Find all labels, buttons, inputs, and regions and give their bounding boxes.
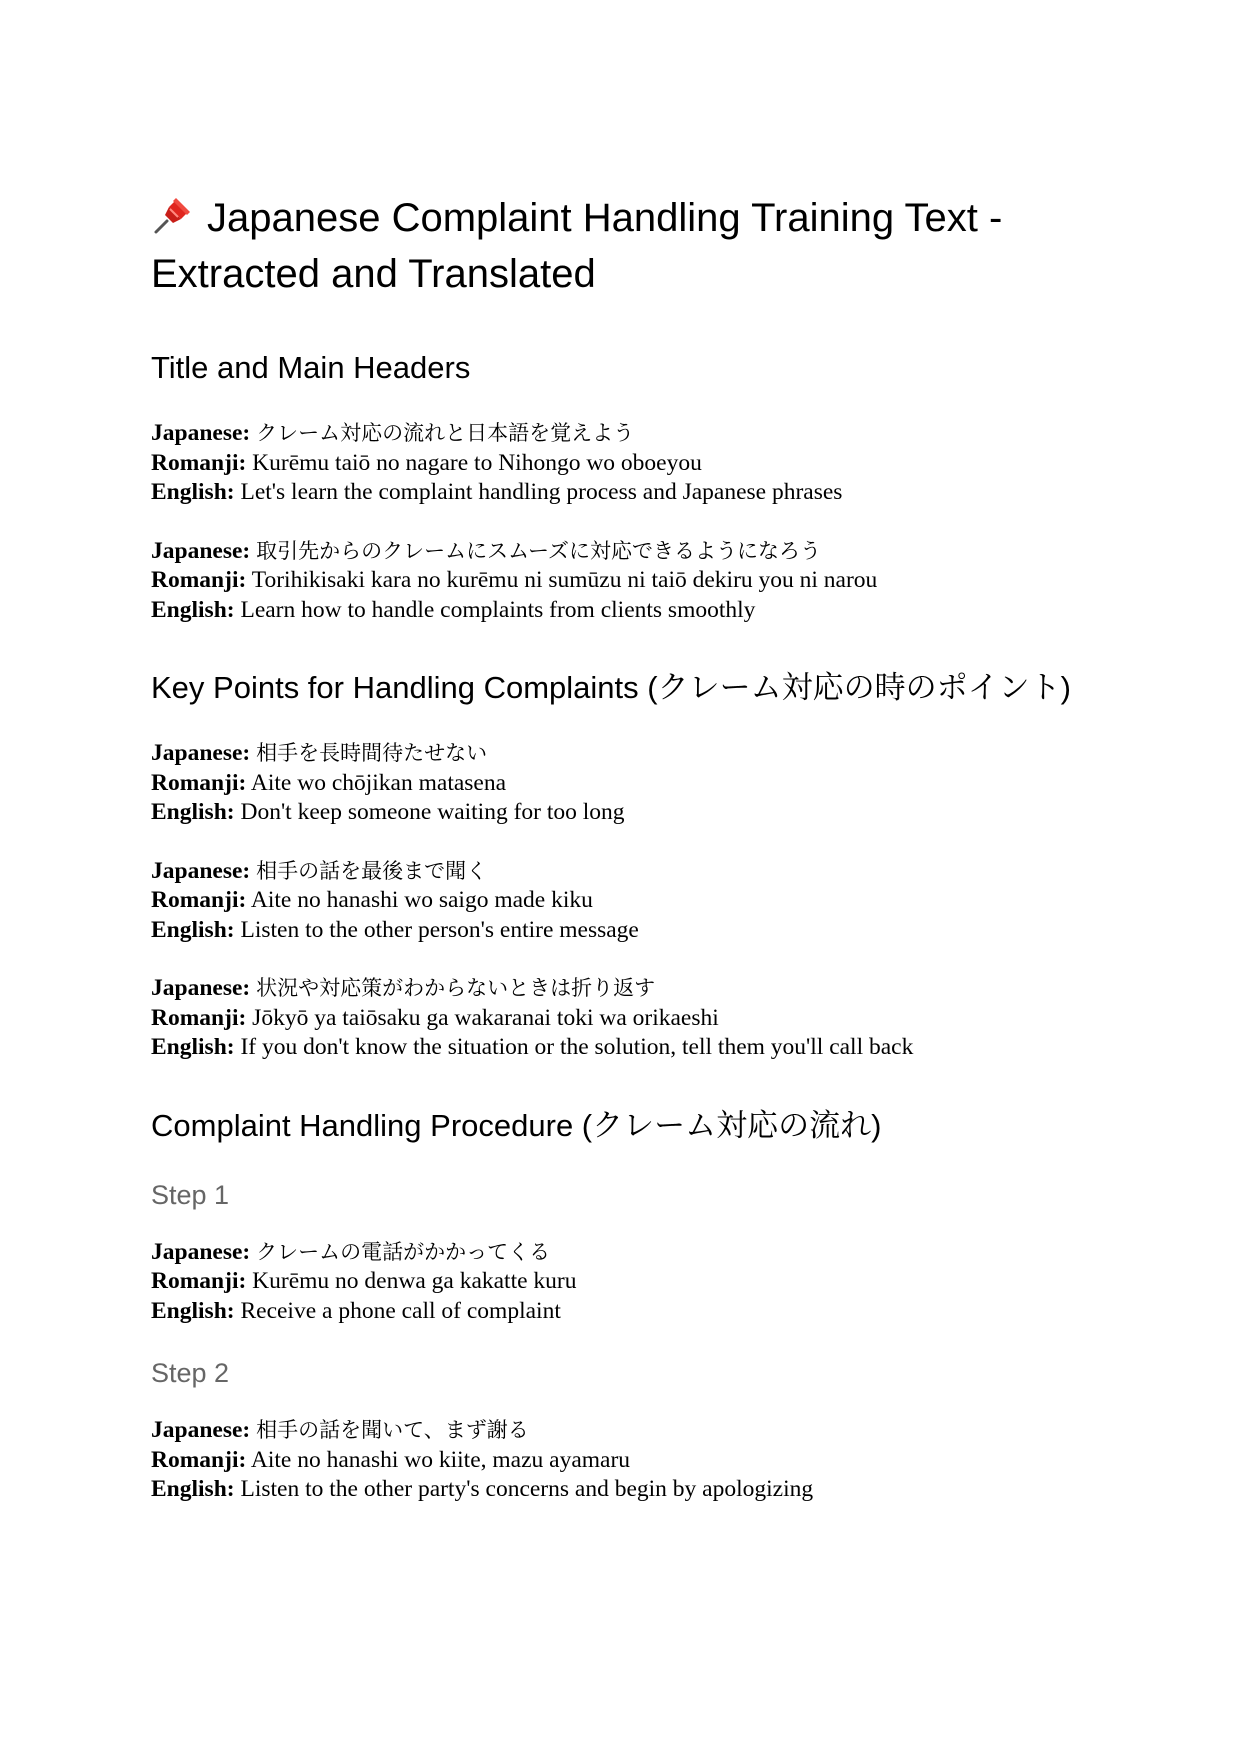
document-title xyxy=(151,190,1111,302)
step-heading: Step 1 xyxy=(151,1179,230,1210)
romanji-label: Romanji: xyxy=(151,887,247,913)
romanji-line xyxy=(151,1267,1111,1297)
japanese-text: 相手を長時間待たせない xyxy=(256,741,488,765)
romanji-label: Romanji: xyxy=(151,769,247,796)
japanese-text: 相手の話を最後まで聞く xyxy=(256,858,488,883)
romanji-label: Romanji: xyxy=(151,1268,247,1294)
romanji-line xyxy=(151,886,1111,916)
section-heading-procedure: Complaint Handling Procedure (クレーム対応の流れ) xyxy=(151,1107,882,1143)
japanese-label: Japanese: xyxy=(151,857,251,884)
english-text: If you don't know the situation or the solution, tell them you'll call back xyxy=(240,1034,914,1060)
english-label: English: xyxy=(151,596,235,623)
japanese-text: 相手の話を聞いて、まず謝る xyxy=(256,1418,529,1442)
japanese-line xyxy=(151,739,1111,769)
romanji-text: Kurēmu taiō no nagare to Nihongo wo oboeyou xyxy=(252,449,702,476)
romanji-text: Aite wo chōjikan matasena xyxy=(250,769,507,796)
section-heading-key-points: Key Points for Handling Complaints (クレーム対応の時のポイント) xyxy=(151,670,1071,705)
step-heading: Step 2 xyxy=(151,1358,230,1388)
english-label: English: xyxy=(151,1034,235,1060)
document-page xyxy=(151,190,1111,1534)
pushpin-icon xyxy=(151,195,193,237)
english-line xyxy=(151,798,1111,828)
japanese-label: Japanese: xyxy=(151,1238,251,1265)
phrase-entry xyxy=(151,1238,1111,1327)
japanese-text: 状況や対応策がわからないときは折り返す xyxy=(256,976,656,1000)
japanese-line xyxy=(151,1416,1111,1446)
romanji-text: Aite no hanashi wo saigo made kiku xyxy=(250,887,593,913)
english-text: Learn how to handle complaints from clients smoothly xyxy=(240,596,756,623)
english-label: English: xyxy=(151,916,235,943)
japanese-line xyxy=(151,857,1111,887)
english-line xyxy=(151,1033,1111,1063)
japanese-text: 取引先からのクレームにスムーズに対応できるようになろう xyxy=(256,538,822,563)
english-label: English: xyxy=(151,1476,235,1502)
english-text: Listen to the other person's entire message xyxy=(240,916,639,943)
japanese-text: クレーム対応の流れと日本語を覚えよう xyxy=(256,421,635,445)
japanese-label: Japanese: xyxy=(151,420,251,446)
romanji-label: Romanji: xyxy=(151,449,247,476)
romanji-line xyxy=(151,769,1111,799)
english-text: Let's learn the complaint handling process and Japanese phrases xyxy=(240,479,843,505)
english-line xyxy=(151,1297,1111,1327)
title-text: Japanese Complaint Handling Training Text - Extracted and Translated xyxy=(151,196,1003,296)
romanji-text: Torihikisaki kara no kurēmu ni sumūzu ni taiō dekiru you ni narou xyxy=(251,567,878,593)
romanji-label: Romanji: xyxy=(151,1446,247,1473)
japanese-line xyxy=(151,419,1111,449)
phrase-entry xyxy=(151,974,1111,1063)
english-line xyxy=(151,478,1111,508)
phrase-entry xyxy=(151,857,1111,946)
japanese-line xyxy=(151,537,1111,567)
english-line xyxy=(151,596,1111,626)
english-text: Don't keep someone waiting for too long xyxy=(240,799,625,825)
english-text: Receive a phone call of complaint xyxy=(240,1297,561,1324)
romanji-text: Kurēmu no denwa ga kakatte kuru xyxy=(252,1268,577,1294)
japanese-label: Japanese: xyxy=(151,740,251,766)
phrase-entry xyxy=(151,537,1111,626)
english-line xyxy=(151,916,1111,946)
japanese-label: Japanese: xyxy=(151,537,251,564)
romanji-text: Aite no hanashi wo kiite, mazu ayamaru xyxy=(250,1446,631,1473)
japanese-line xyxy=(151,974,1111,1004)
phrase-entry xyxy=(151,739,1111,828)
phrase-entry xyxy=(151,419,1111,508)
english-line xyxy=(151,1475,1111,1505)
japanese-text: クレームの電話がかかってくる xyxy=(256,1239,551,1264)
phrase-entry xyxy=(151,1416,1111,1505)
romanji-line xyxy=(151,1004,1111,1034)
section-heading-main-headers: Title and Main Headers xyxy=(151,350,471,385)
japanese-line xyxy=(151,1238,1111,1268)
romanji-label: Romanji: xyxy=(151,567,247,593)
romanji-text: Jōkyō ya taiōsaku ga wakaranai toki wa orikaeshi xyxy=(252,1004,719,1031)
romanji-line xyxy=(151,1446,1111,1476)
japanese-label: Japanese: xyxy=(151,975,251,1001)
english-text: Listen to the other party's concerns and begin by apologizing xyxy=(240,1476,814,1502)
english-label: English: xyxy=(151,799,235,825)
romanji-label: Romanji: xyxy=(151,1004,247,1031)
english-label: English: xyxy=(151,1297,235,1324)
romanji-line xyxy=(151,566,1111,596)
japanese-label: Japanese: xyxy=(151,1417,251,1443)
romanji-line xyxy=(151,449,1111,479)
english-label: English: xyxy=(151,479,235,505)
